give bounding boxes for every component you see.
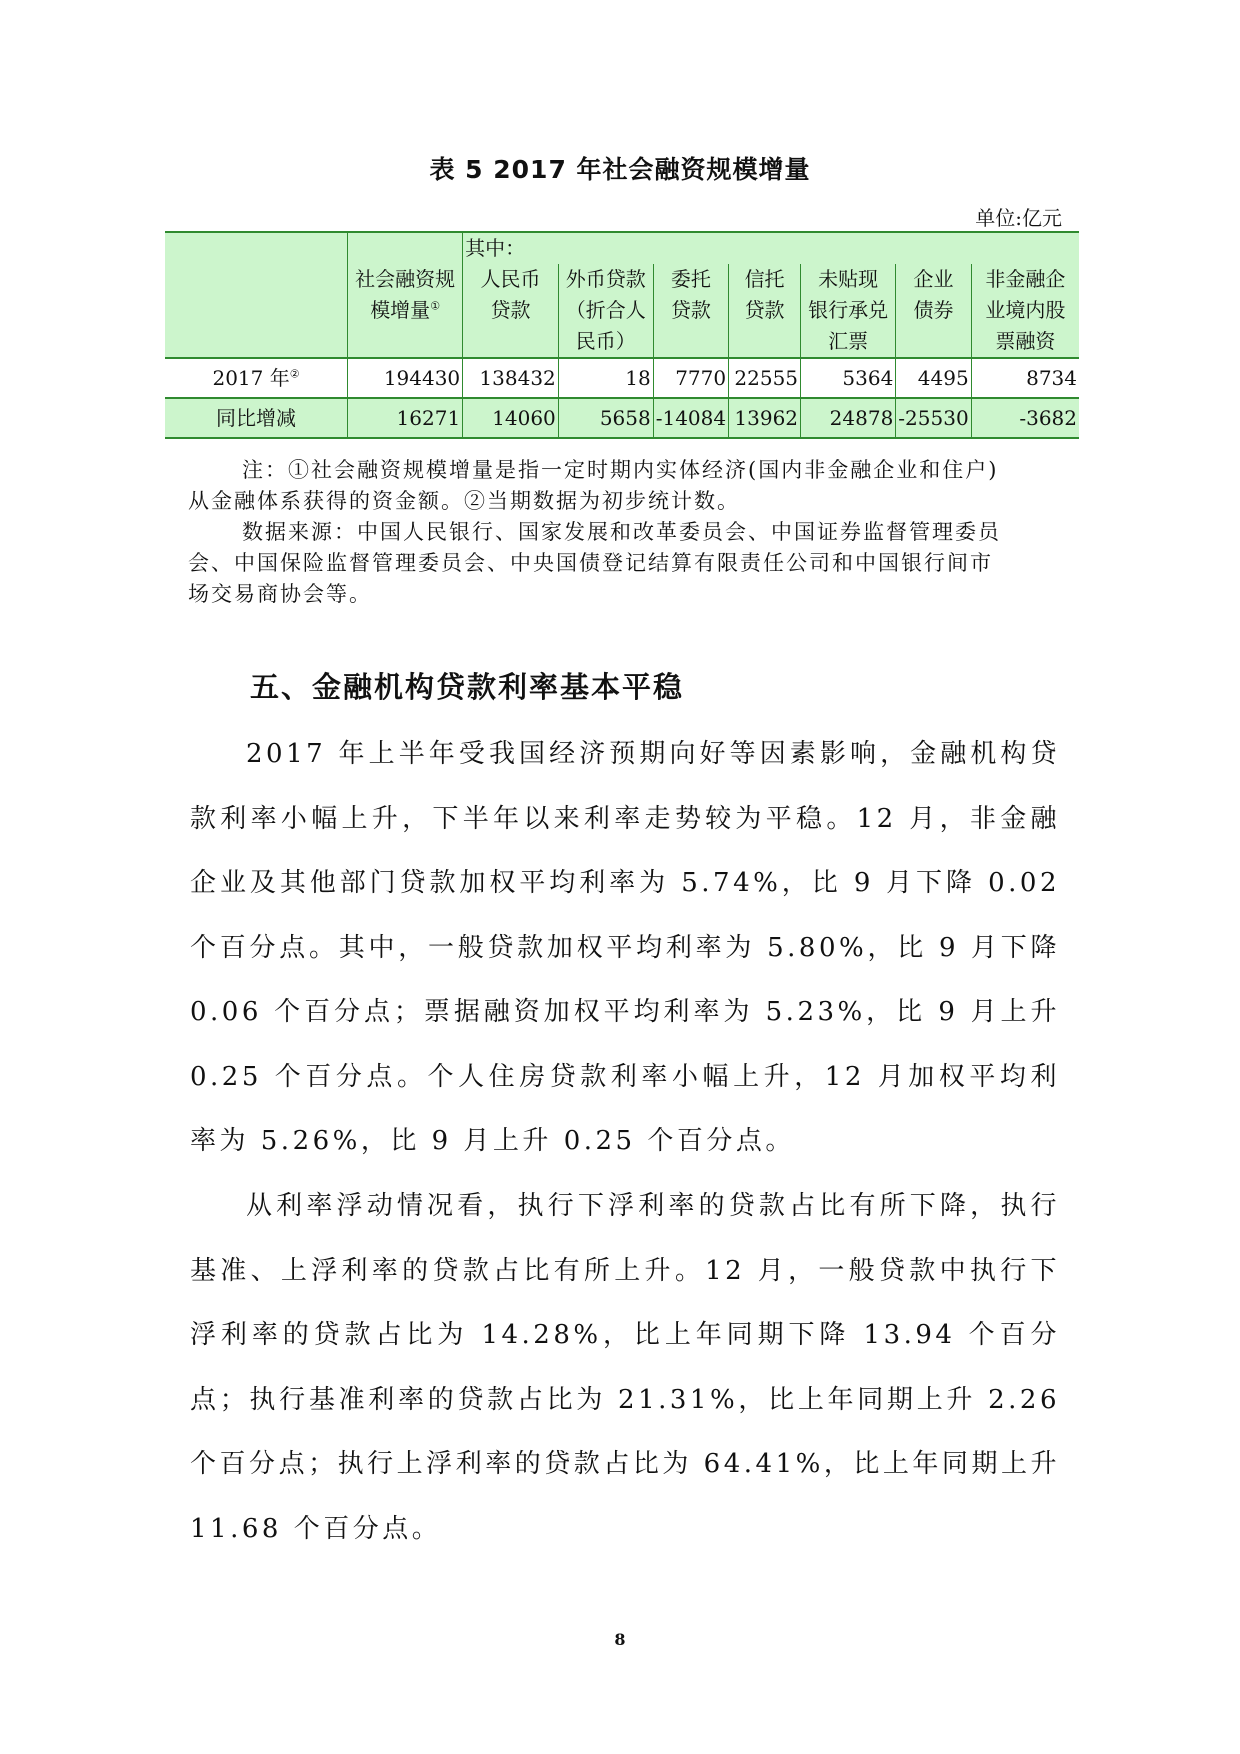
header-bills-line1: 未贴现 bbox=[818, 267, 879, 291]
table-cell: -25530 bbox=[896, 398, 971, 438]
header-bonds-line2: 债券 bbox=[913, 298, 954, 322]
table-header-row bbox=[165, 232, 1079, 264]
table-cell: 5658 bbox=[558, 398, 653, 438]
source-line: 场交易商协会等。 bbox=[188, 582, 372, 606]
header-rmb-line1: 人民币 bbox=[480, 267, 541, 291]
header-rmb-line2: 贷款 bbox=[490, 298, 531, 322]
table-cell: 14060 bbox=[463, 398, 559, 438]
table-cell: 24878 bbox=[801, 398, 896, 438]
table-cell: 138432 bbox=[463, 358, 559, 398]
section-heading: 五、金融机构贷款利率基本平稳 bbox=[250, 670, 685, 704]
header-fx-line2: （折合人 bbox=[565, 298, 646, 322]
note-line: 注：①社会融资规模增量是指一定时期内实体经济(国内非金融企业和住户) bbox=[242, 458, 999, 482]
source-line: 数据来源：中国人民银行、国家发展和改革委员会、中国证券监督管理委员 bbox=[242, 520, 1001, 544]
row-label: 2017 年② bbox=[212, 365, 300, 390]
header-bills-line3: 汇票 bbox=[828, 329, 869, 353]
header-trust bbox=[729, 264, 801, 358]
table-unit: 单位:亿元 bbox=[975, 206, 1062, 230]
footnote-marker-2: ② bbox=[289, 366, 300, 380]
header-bills-line2: 银行承兑 bbox=[808, 298, 889, 322]
footnote-marker-1: ① bbox=[430, 299, 441, 313]
header-fx-line1: 外币贷款 bbox=[565, 267, 646, 291]
body-paragraph: 2017 年上半年受我国经济预期向好等因素影响，金融机构贷款利率小幅上升，下半年以来利率走势较为平稳。12 月，非金融企业及其他部门贷款加权平均利率为 5.74%，比 9 月下降 0.02 个百分点。其中，一般贷款加权平均利率为 5.80%，比 9 月下降 0.06 个百分点；票据融资加权平均利率为 5.23%，比 9 月上升 0.25 个百分点。个人住房贷款利率小幅上升，12 月加权平均利率为 5.26%，比 9 月上升 0.25 个百分点。 bbox=[190, 739, 1060, 1156]
header-entrusted bbox=[653, 264, 728, 358]
header-equity-line3: 票融资 bbox=[995, 329, 1056, 353]
table-cell: -14084 bbox=[653, 398, 728, 438]
table-cell: 8734 bbox=[971, 358, 1079, 398]
source-line: 会、中国保险监督管理委员会、中央国债登记结算有限责任公司和中国银行间市 bbox=[188, 551, 993, 575]
header-total bbox=[348, 232, 463, 358]
row-label: 同比增减 bbox=[165, 398, 348, 438]
page-number: 8 bbox=[614, 1630, 626, 1649]
header-equity-line1: 非金融企 bbox=[985, 267, 1066, 291]
table-cell: 4495 bbox=[896, 358, 971, 398]
header-equity bbox=[971, 264, 1079, 358]
header-bills bbox=[801, 264, 896, 358]
financing-table bbox=[165, 231, 1079, 439]
header-total-line2: 模增量 bbox=[370, 298, 431, 322]
table-cell: 22555 bbox=[729, 358, 801, 398]
note-line: 从金融体系获得的资金额。②当期数据为初步统计数。 bbox=[188, 489, 740, 513]
header-fx bbox=[558, 264, 653, 358]
header-bonds-line1: 企业 bbox=[913, 267, 954, 291]
body-paragraph: 从利率浮动情况看，执行下浮利率的贷款占比有所下降，执行基准、上浮利率的贷款占比有所上升。12 月，一般贷款中执行下浮利率的贷款占比为 14.28%，比上年同期下降 13.94 个百分点；执行基准利率的贷款占比为 21.31%，比上年同期上升 2.26 个百分点；执行上浮利率的贷款占比为 64.41%，比上年同期上升 11.68 个百分点。 bbox=[190, 1191, 1060, 1544]
header-entrusted-line1: 委托 bbox=[670, 267, 711, 291]
table-row bbox=[165, 398, 1079, 438]
header-trust-line1: 信托 bbox=[744, 267, 785, 291]
table-row bbox=[165, 358, 1079, 398]
table-cell: 13962 bbox=[729, 398, 801, 438]
header-trust-line2: 贷款 bbox=[744, 298, 785, 322]
header-blank-cell bbox=[165, 232, 348, 358]
header-bonds bbox=[896, 264, 971, 358]
header-fx-line3: 民币） bbox=[575, 329, 636, 353]
table-cell: 16271 bbox=[348, 398, 463, 438]
table-cell: 5364 bbox=[801, 358, 896, 398]
header-total-line1: 社会融资规 bbox=[355, 267, 456, 291]
table-cell: 18 bbox=[558, 358, 653, 398]
header-rmb bbox=[463, 264, 559, 358]
header-group: 其中： bbox=[463, 232, 1079, 264]
table-notes bbox=[190, 455, 1060, 610]
header-entrusted-line2: 贷款 bbox=[670, 298, 711, 322]
table-cell: 194430 bbox=[348, 358, 463, 398]
header-equity-line2: 业境内股 bbox=[985, 298, 1066, 322]
table-title: 表 5 2017 年社会融资规模增量 bbox=[429, 155, 811, 184]
table-cell: 7770 bbox=[653, 358, 728, 398]
table-cell: -3682 bbox=[971, 398, 1079, 438]
